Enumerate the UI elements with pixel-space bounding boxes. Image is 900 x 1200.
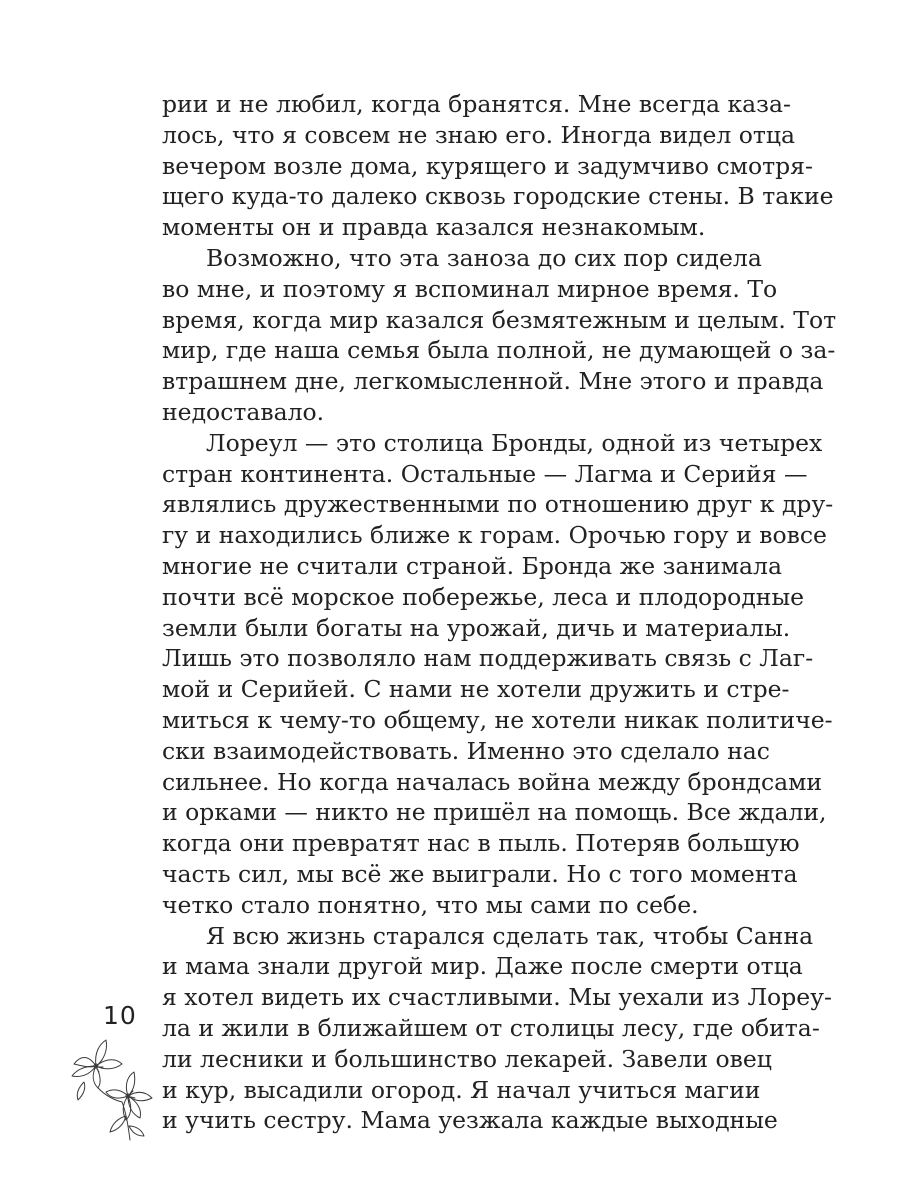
text-line: когда они превратят нас в пыль. Потеряв большую xyxy=(162,829,800,858)
text-line: Я всю жизнь старался сделать так, чтобы Санна xyxy=(206,921,814,950)
text-line: ски взаимодействовать. Именно это сделало нас xyxy=(162,736,770,765)
text-line: сильнее. Но когда началась война между брондсами xyxy=(162,767,823,796)
text-line: рии и не любил, когда бранятся. Мне всегда каза- xyxy=(162,90,791,118)
text-line: щего куда-то далеко сквозь городские стены. В такие xyxy=(162,182,834,211)
text-line: Лореул — это столица Бронды, одной из четырех xyxy=(206,428,823,457)
text-line: мой и Серийей. С нами не хотели дружить и стре- xyxy=(162,675,790,704)
text-line: миться к чему-то общему, не хотели никак политиче- xyxy=(162,705,833,734)
text-line: гу и находились ближе к горам. Орочью гору и вовсе xyxy=(162,521,827,550)
text-line: время, когда мир казался безмятежным и целым. Тот xyxy=(162,305,837,334)
text-line: недоставало. xyxy=(162,397,325,426)
text-line: во мне, и поэтому я вспоминал мирное время. То xyxy=(162,274,778,303)
text-line: четко стало понятно, что мы сами по себе. xyxy=(162,890,699,919)
text-line: ла и жили в ближайшем от столицы лесу, где обита- xyxy=(162,1013,820,1042)
text-line: стран континента. Остальные — Лагма и Серийя — xyxy=(162,459,808,488)
flower-ornament-icon xyxy=(66,1036,166,1146)
text-line: почти всё морское побережье, леса и плодородные xyxy=(162,582,805,611)
text-line: и учить сестру. Мама уезжала каждые выходные xyxy=(162,1106,778,1135)
text-line: Возможно, что эта заноза до сих пор сидела xyxy=(206,243,762,272)
paragraph-3 xyxy=(162,428,834,921)
body-text xyxy=(162,89,837,1136)
text-line: часть сил, мы всё же выиграли. Но с того момента xyxy=(162,859,798,888)
text-line: я хотел видеть их счастливыми. Мы уехали из Лореу- xyxy=(162,983,832,1012)
paragraph-1 xyxy=(162,89,834,243)
text-line: ли лесники и большинство лекарей. Завели овец xyxy=(162,1044,772,1073)
text-line: вечером возле дома, курящего и задумчиво смотря- xyxy=(162,151,813,180)
text-line: Лишь это позволяло нам поддерживать связь с Лаг- xyxy=(162,644,814,673)
text-line: и орками — никто не пришёл на помощь. Все ждали, xyxy=(162,798,827,827)
paragraph-2 xyxy=(162,243,837,428)
text-line: и мама знали другой мир. Даже после смерти отца xyxy=(162,952,803,981)
text-line: земли были богаты на урожай, дичь и материалы. xyxy=(162,613,791,642)
text-line: втрашнем дне, легкомысленной. Мне этого и правда xyxy=(162,367,824,396)
paragraph-4 xyxy=(162,921,832,1137)
text-line: многие не считали страной. Бронда же занимала xyxy=(162,551,782,580)
text-line: лось, что я совсем не знаю его. Иногда видел отца xyxy=(162,120,796,149)
text-line: и кур, высадили огород. Я начал учиться магии xyxy=(162,1075,761,1104)
text-line: моменты он и правда казался незнакомым. xyxy=(162,213,706,242)
text-line: являлись дружественными по отношению друг к дру- xyxy=(162,490,834,519)
text-line: мир, где наша семья была полной, не думающей о за- xyxy=(162,336,836,365)
page-number: 10 xyxy=(103,1001,137,1030)
